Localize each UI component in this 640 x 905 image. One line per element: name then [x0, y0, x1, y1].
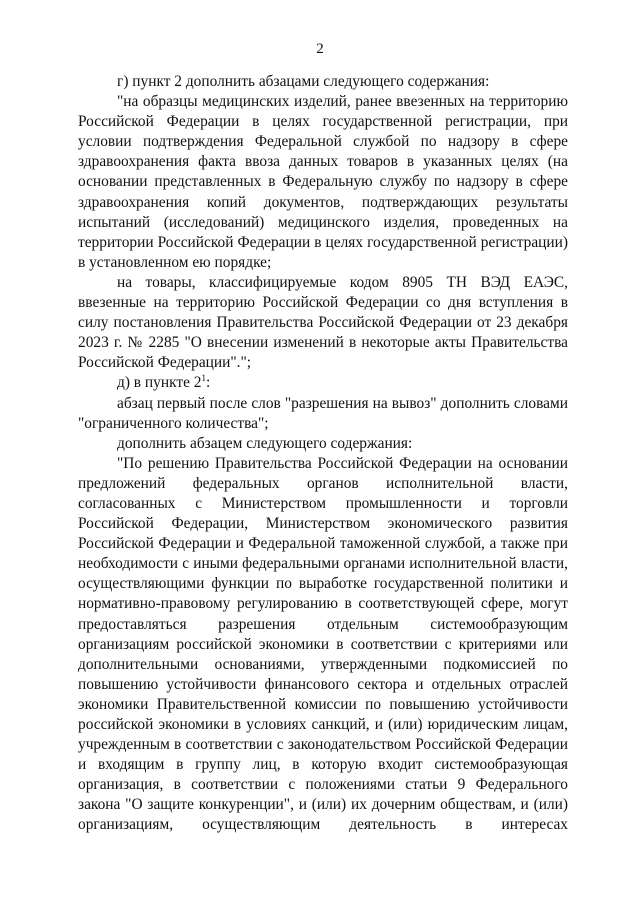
paragraph-medical-samples: "на образцы медицинских изделий, ранее ввезенных на территорию Российской Федерации в целях государственной регистрации, при условии подтверждения Федеральной службой по надзору в сфере здравоохранения факта ввоза данных товаров в указанных целях (на основании представленных в Федеральную службу по надзору в сфере здравоохранения копий документов, подтверждающих результаты испытаний (исследований) медицинского изделия, проведенных на территории Российской Федерации в целях государственной регистрации) в установленном ею порядке; [78, 93, 568, 271]
paragraph-government-decision: "По решению Правительства Российской Федерации на основании предложений федеральных органов исполнительной власти, согласованных с Министерством промышленности и торговли Российской Федерации, Министерством экономического развития Российской Федерации и Федеральной таможенной службой, а также при необходимости с иными федеральными органами исполнительной власти, осуществляющими функции по выработке государственной политики и нормативно-правовому регулированию в соответствующей сфере, могут предоставляться разрешения отдельным системообразующим организациям российской экономики в соответствии с критериями или дополнительными основаниями, утвержденными подкомиссией по повышению устойчивости финансового сектора и отдельных отраслей экономики Правительственной комиссии по повышению устойчивости российской экономики в условиях санкций, и (или) юридическим лицам, учрежденным в соответствии с законодательством Российской Федерации и входящим в группу лиц, в которую входит системообразующая организация, в соответствии с положениями статьи 9 Федерального закона "О защите конкуренции", и (или) их дочерним обществам, и (или) организациям, осуществляющим деятельность в интересах [78, 454, 568, 834]
paragraph-item-g: г) пункт 2 дополнить абзацами следующего содержания: [117, 73, 490, 90]
paragraph-add-abzac: дополнить абзацем следующего содержания: [117, 434, 413, 452]
item-d-superscript: 1 [201, 373, 206, 384]
document-body [78, 72, 568, 836]
paragraph-first-abzac: абзац первый после слов "разрешения на вывоз" дополнить словами "ограниченного количества"; [78, 394, 568, 432]
paragraph-item-d [78, 373, 568, 393]
paragraph-goods-8905: на товары, классифицируемые кодом 8905 ТН ВЭД ЕАЭС, ввезенные на территорию Российской Федерации со дня вступления в силу постановления Правительства Российской Федерации от 23 декабря 2023 г. № 2285 "О внесении изменений в некоторые акты Правительства Российской Федерации"."; [78, 273, 568, 372]
item-d-colon: : [205, 374, 211, 392]
page-number: 2 [316, 41, 324, 57]
item-d-text: д) в пункте 2 [117, 374, 202, 392]
